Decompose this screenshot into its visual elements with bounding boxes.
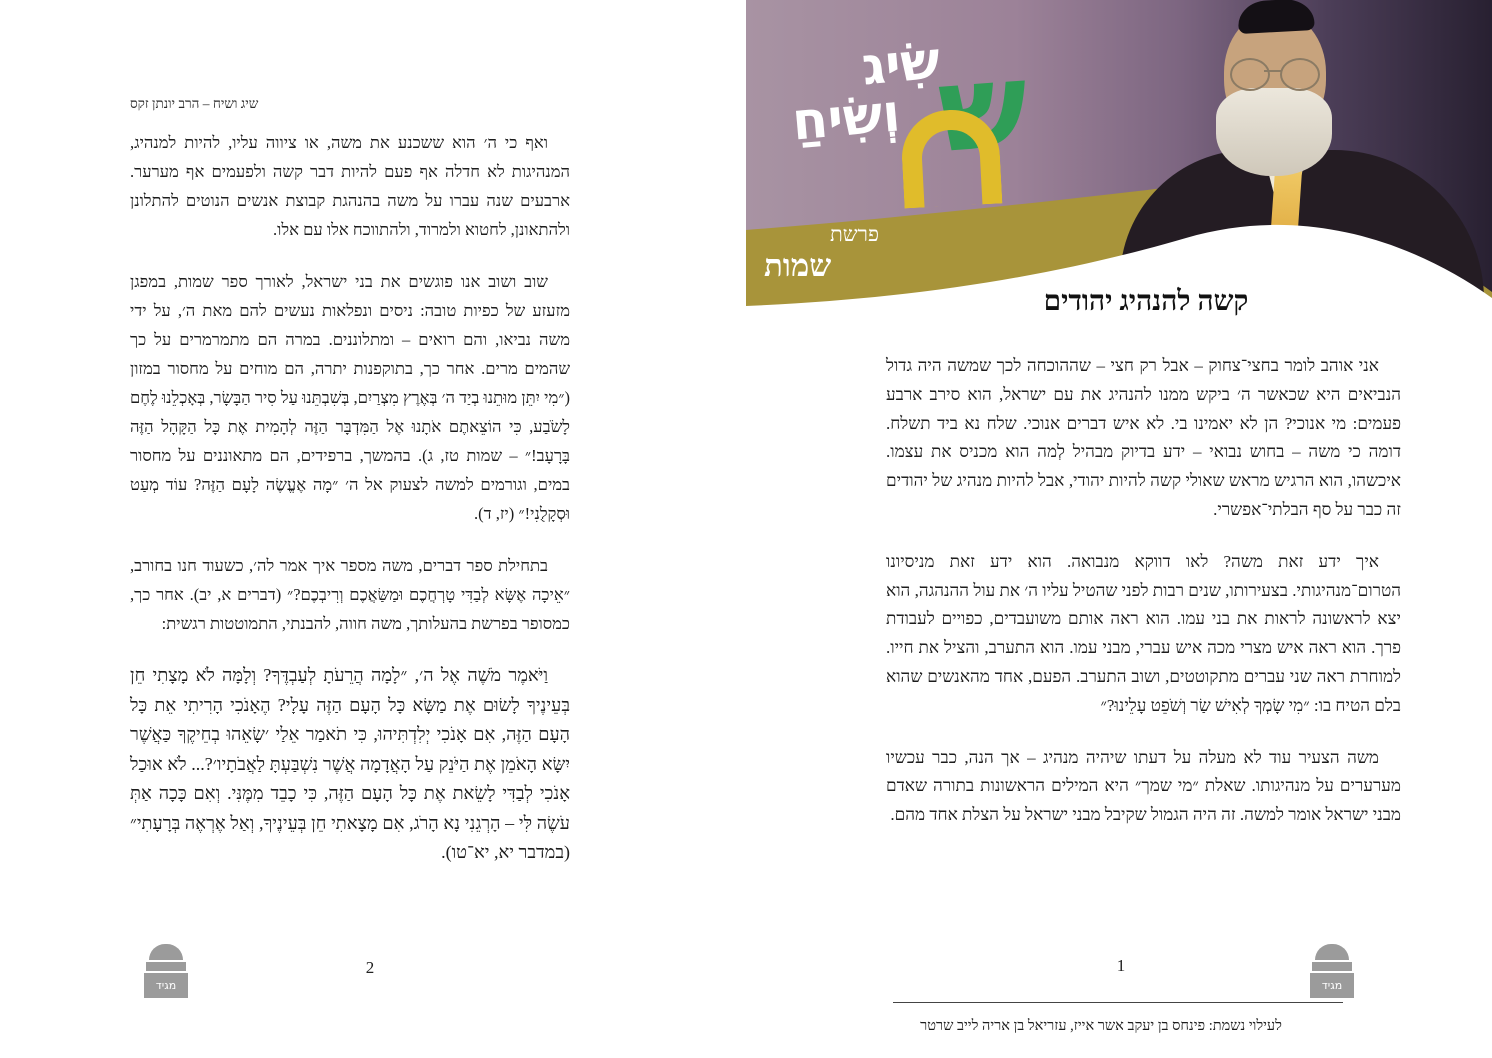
paragraph: אני אוהב לומר בחצי־צחוק – אבל רק חצי – שההוכחה לכך שמשה היה גדול הנביאים היא שכאשר ה׳ ביקש ממנו להנהיג את עם ישראל, הוא סירב ארבע פעמים: מי אנוכי? הן לא יאמינו בי. לא איש דברים אנוכי. שלח נא ביד תשלח. דומה כי משה – בחוש נבואי – ידע בדיוק מבהיל לְמה הוא מכניס את עצמו. איכשהו, הוא הרגיש מראש שאולי קשה להיות יהודי, אבל להיות מנהיג של יהודים זה כבר על סף הבלתי־אפשרי. [886,356,1401,519]
parsha-name: שמות [764,248,832,283]
page-number: 1 [1116,956,1126,975]
paragraph: ואף כי ה׳ הוא ששכנע את משה, או ציווה עליו, להיות למנהיג, המנהיגות לא חדלה אף פעם להיות דבר קשה ולפעמים אף מערער. ארבעים שנה עברו על משה בהנהגת קבוצת אנשים הנוטים להתלונן ולהתאונן, לחטוא ולמרוד, ולהתווכח אלו עם אלו. [130,133,570,239]
article-title: קשה להנהיג יהודים [1043,286,1249,317]
sig-vesiach-brand-logo [770,8,1120,238]
header-banner [746,0,1492,312]
paragraph: איך ידע זאת משה? לאו דווקא מנבואה. הוא ידע זאת מניסיונו הטרום־מנהיגותי. בצעירותו, שנים רבות לפני שהטיל עליו ה׳ את עול ההנהגה, הוא יצא לראשונה לראות את בני עמו. הוא ראה אותם משועבדים, כפויים לעבודת פרך. הוא ראה איש מצרי מכה איש עברי, מבני עמו. הוא התערב, והציל את חייו. למוחרת ראה שני עברים מתקוטטים, ושוב התערב. הפעם, אחד מהאנשים שהוא בלם הטיח בו: ״מִי שָׂמְךָ לְאִישׁ שַׂר וְשֹׁפֵט עָלֵינוּ?״ [886,551,1401,715]
maggid-logo-label: מגיד [1310,973,1354,998]
maggid-band-icon [1312,962,1352,971]
parsha-label: פרשת [830,222,879,246]
paragraph: בתחילת ספר דברים, משה מספר איך אמר לה׳, כשעוד חנו בחורב, ״אֵיכָה אֶשָּׂא לְבַדִּי טָרְחֲכֶם וּמַשַּׂאֲכֶם וְרִיבְכֶם?״ (דברים א, יב). אחר כך, כמסופר בפרשת בהעלותך, משה חווה, להבנתי, התמוטטות רגשית: [130,556,570,633]
left-body-column [130,128,570,891]
page-number: 2 [365,958,375,977]
paragraph: משה הצעיר עוד לא מעלה על דעתו שיהיה מנהיג – אך הנה, כבר עכשיו מערערים על מנהיגותו. שאלת ״מי שמך״ היא המילים הראשונות בתורה שאדם מבני ישראל אומר למשה. זה היה הגמול שקיבל מבני ישראל על הצלת אחד מהם. [886,747,1401,825]
page-right [746,0,1492,1058]
green-shin-icon: ש [933,35,1033,179]
dedication-divider [893,1002,1343,1003]
paragraph: שוב ושוב אנו פוגשים את בני ישראל, לאורך ספר שמות, במפגן מזעזע של כפיות טובה: ניסים ונפלאות נעשים להם מאת ה׳, על ידי משה נביאו, והם רואים – ומתלוננים. במרה הם מתמרמרים על כך שהמים מרים. אחר כך, בתוקפנות יתרה, הם מוחים על מחסור במזון (״מִי יִתֵּן מוּתֵנוּ בְיַד ה׳ בְּאֶרֶץ מִצְרַיִם, בְּשִׁבְתֵּנוּ עַל סִיר הַבָּשָׂר, בְּאָכְלֵנוּ לֶחֶם לָשֹׂבַע, כִּי הוֹצֵאתֶם אֹתָנוּ אֶל הַמִּדְבָּר הַזֶּה לְהָמִית אֶת כָּל הַקָּהָל הַזֶּה בָּרָעָב!״ – שמות טז, ג). בהמשך, ברפידים, הם מתאוננים על מחסור במים, וגורמים למשה לצעוק אל ה׳ ״מָה אֶעֱשֶׂה לָעָם הַזֶּה? עוֹד מְעַט וּסְקָלֻנִי!״ (יז, ד). [130,272,570,523]
brand-word-vesiach: וְשִׂיחַ [789,83,903,153]
dedication-line: לעילוי נשמת: פינחס בן יעקב אשר אייז, עזריאל בן אריה לייב שרטר [920,1018,1282,1034]
running-header: שיג ושיח – הרב יונתן זקס [130,96,259,111]
brand-word-sig: שִׂיג [859,30,943,98]
maggid-dome-icon [1315,944,1349,960]
torah-quote-block: וַיֹּאמֶר מֹשֶׁה אֶל ה׳, ״לָמָה הֲרֵעֹתָ לְעַבְדֶּךָ? וְלָמָּה לֹא מָצָתִי חֵן בְּעֵינֶיךָ לָשׂוּם אֶת מַשָּׂא כָּל הָעָם הַזֶּה עָלָי? הֶאָנֹכִי הָרִיתִי אֵת כָּל הָעָם הַזֶּה, אִם אָנֹכִי יְלִדְתִּיהוּ, כִּי תֹאמַר אֵלַי ׳שָׂאֵהוּ בְחֵיקֶךָ כַּאֲשֶׁר יִשָּׂא הָאֹמֵן אֶת הַיֹּנֵק עַל הָאֲדָמָה אֲשֶׁר נִשְׁבַּעְתָּ לַאֲבֹתָיו׳?... לֹא אוּכַל אָנֹכִי לְבַדִּי לָשֵׂאת אֶת כָּל הָעָם הַזֶּה, כִּי כָבֵד מִמֶּנִּי. וְאִם כָּכָה אַתְּ עֹשֶׂה לִּי – הָרְגֵנִי נָא הָרֹג, אִם מָצָאתִי חֵן בְּעֵינֶיךָ, וְאַל אֶרְאֶה בְּרָעָתִי״ (במדבר יא, יא־טו). [130,665,570,862]
maggid-publisher-logo [1310,944,1354,998]
maggid-logo-label: מגיד [144,973,188,998]
right-body-column [886,352,1401,853]
